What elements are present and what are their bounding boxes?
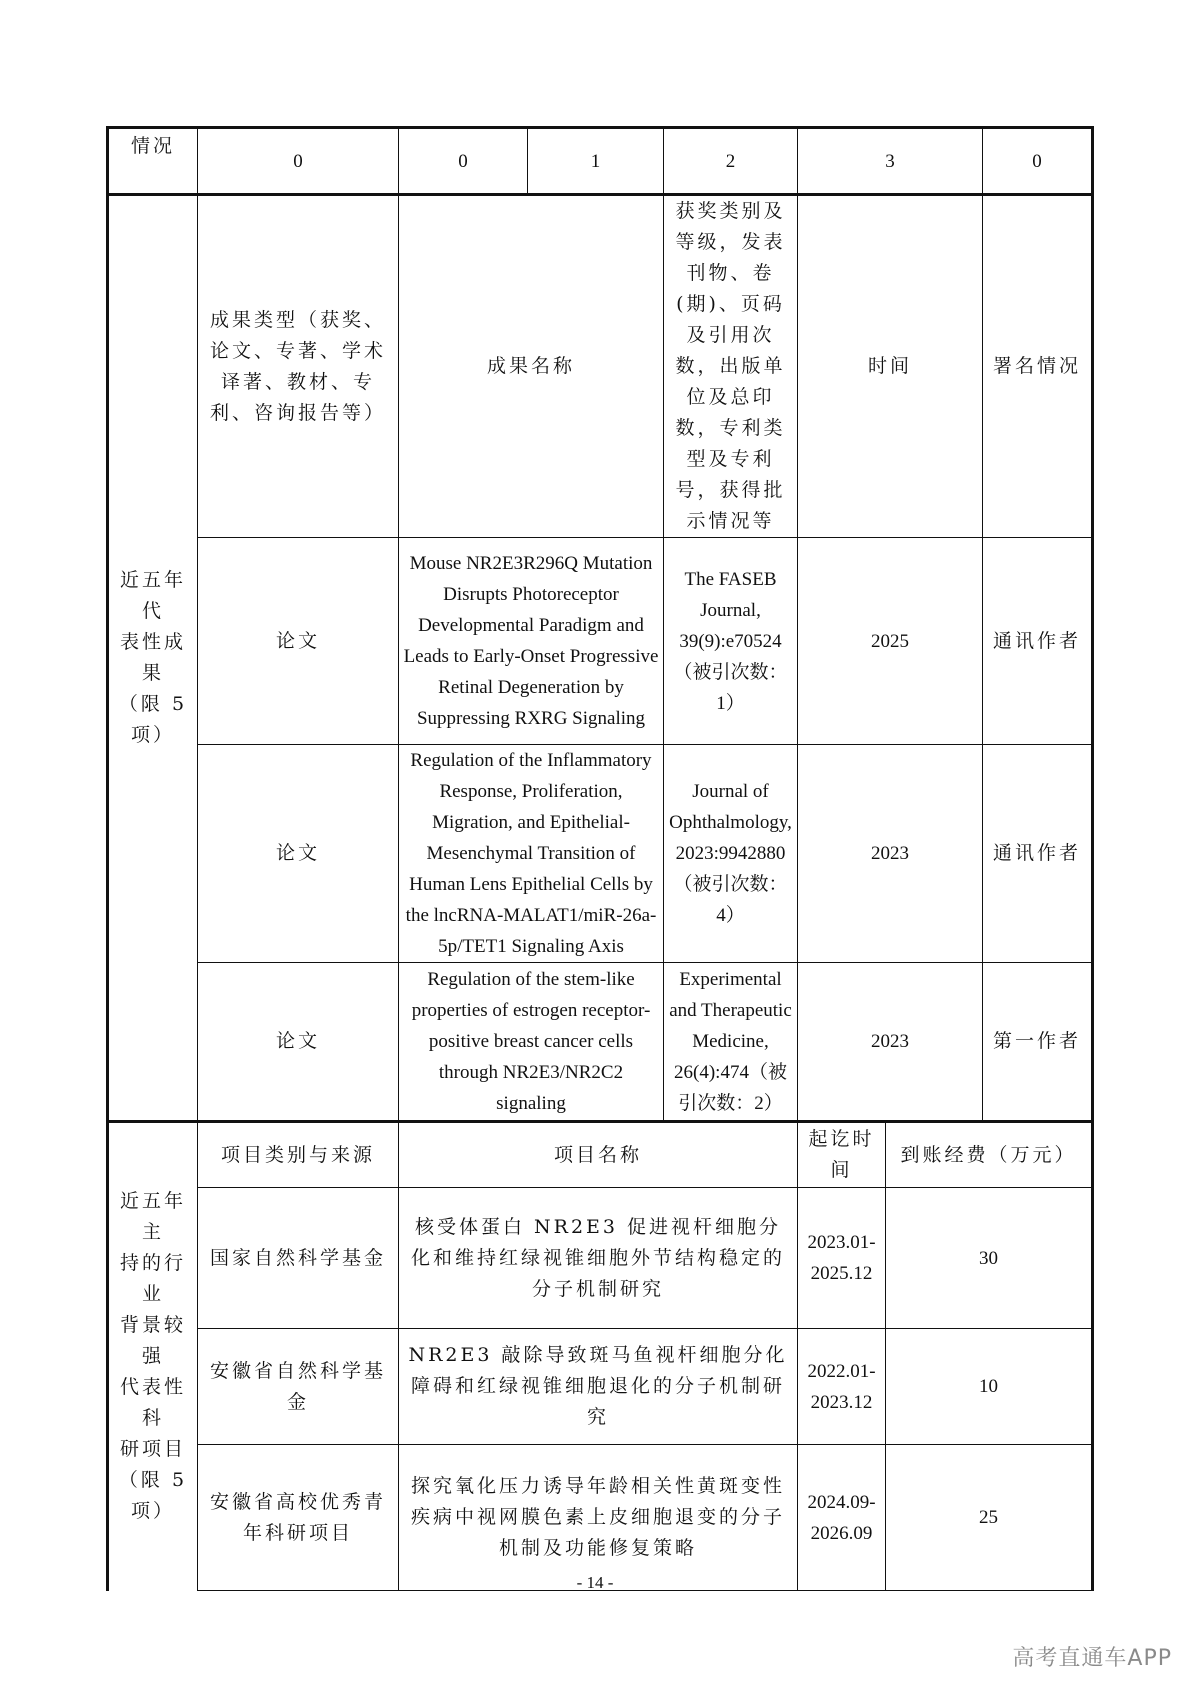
count-cell: 3: [798, 128, 983, 195]
project-funding: 10: [886, 1329, 1093, 1445]
project-row: [108, 1329, 1093, 1445]
achievement-name: Regulation of the stem-like properties of estrogen receptor-positive breast cancer cells through NR2E3/NR2C2 signaling: [399, 963, 664, 1122]
header-project-funding: 到账经费（万元）: [886, 1122, 1093, 1188]
counts-row: [108, 128, 1093, 195]
achievement-row: [108, 745, 1093, 963]
project-source: 安徽省自然科学基金: [198, 1329, 399, 1445]
header-project-period: 起讫时间: [798, 1122, 886, 1188]
achievement-time: 2023: [798, 963, 983, 1122]
achievement-details: The FASEB Journal, 39(9):e70524（被引次数：1）: [664, 538, 798, 745]
header-achievement-details: 获奖类别及等级，发表刊物、卷(期)、页码及引用次数，出版单位及总印数，专利类型及专利号，获得批示情况等: [664, 195, 798, 538]
project-funding: 25: [886, 1445, 1093, 1591]
header-achievement-time: 时间: [798, 195, 983, 538]
achievement-details: Experimental and Therapeutic Medicine, 26(4):474（被引次数：2）: [664, 963, 798, 1122]
achievement-authorship: 通讯作者: [983, 745, 1093, 963]
count-cell: 2: [664, 128, 798, 195]
achievements-projects-table: [106, 126, 1094, 1591]
counts-row-label: 情况: [108, 128, 198, 195]
achievement-row: [108, 963, 1093, 1122]
header-achievement-authorship: 署名情况: [983, 195, 1093, 538]
header-project-source: 项目类别与来源: [198, 1122, 399, 1188]
header-achievement-type: 成果类型（获奖、论文、专著、学术译著、教材、专利、咨询报告等）: [198, 195, 399, 538]
project-name: 探究氧化压力诱导年龄相关性黄斑变性疾病中视网膜色素上皮细胞退变的分子机制及功能修复策略: [399, 1445, 798, 1591]
projects-section-label: 近五年主 持的行业 背景较强 代表性科 研项目 （限 5 项）: [108, 1122, 198, 1591]
achievements-header-row: [108, 195, 1093, 538]
achievement-row: [108, 538, 1093, 745]
project-period: 2022.01-2023.12: [798, 1329, 886, 1445]
achievement-type: 论文: [198, 538, 399, 745]
achievement-authorship: 第一作者: [983, 963, 1093, 1122]
achievements-section-label: 近五年代 表性成果 （限 5 项）: [108, 195, 198, 1122]
achievement-name: Regulation of the Inflammatory Response, Proliferation, Migration, and Epithelial-Mesenchymal Transition of Human Lens Epithelial Cells by the lncRNA-MALAT1/miR-26a-5p/TET1 Signaling Axis: [399, 745, 664, 963]
header-project-name: 项目名称: [399, 1122, 798, 1188]
count-cell: 0: [983, 128, 1093, 195]
page-number: - 14 -: [576, 1573, 614, 1592]
projects-header-row: [108, 1122, 1093, 1188]
achievement-name: Mouse NR2E3R296Q Mutation Disrupts Photoreceptor Developmental Paradigm and Leads to Early-Onset Progressive Retinal Degeneration by Suppressing RXRG Signaling: [399, 538, 664, 745]
count-cell: 0: [198, 128, 399, 195]
project-period: 2024.09-2026.09: [798, 1445, 886, 1591]
project-name: 核受体蛋白 NR2E3 促进视杆细胞分化和维持红绿视锥细胞外节结构稳定的分子机制研究: [399, 1188, 798, 1329]
watermark: 高考直通车APP: [1012, 1646, 1172, 1671]
project-row: [108, 1445, 1093, 1591]
project-source: 国家自然科学基金: [198, 1188, 399, 1329]
header-achievement-name: 成果名称: [399, 195, 664, 538]
count-cell: 1: [528, 128, 664, 195]
achievement-time: 2025: [798, 538, 983, 745]
project-period: 2023.01-2025.12: [798, 1188, 886, 1329]
achievement-authorship: 通讯作者: [983, 538, 1093, 745]
achievement-details: Journal of Ophthalmology, 2023:9942880（被引次数：4）: [664, 745, 798, 963]
count-cell: 0: [399, 128, 528, 195]
achievement-type: 论文: [198, 963, 399, 1122]
achievement-time: 2023: [798, 745, 983, 963]
project-source: 安徽省高校优秀青年科研项目: [198, 1445, 399, 1591]
achievement-type: 论文: [198, 745, 399, 963]
project-row: [108, 1188, 1093, 1329]
project-name: NR2E3 敲除导致斑马鱼视杆细胞分化障碍和红绿视锥细胞退化的分子机制研究: [399, 1329, 798, 1445]
project-funding: 30: [886, 1188, 1093, 1329]
